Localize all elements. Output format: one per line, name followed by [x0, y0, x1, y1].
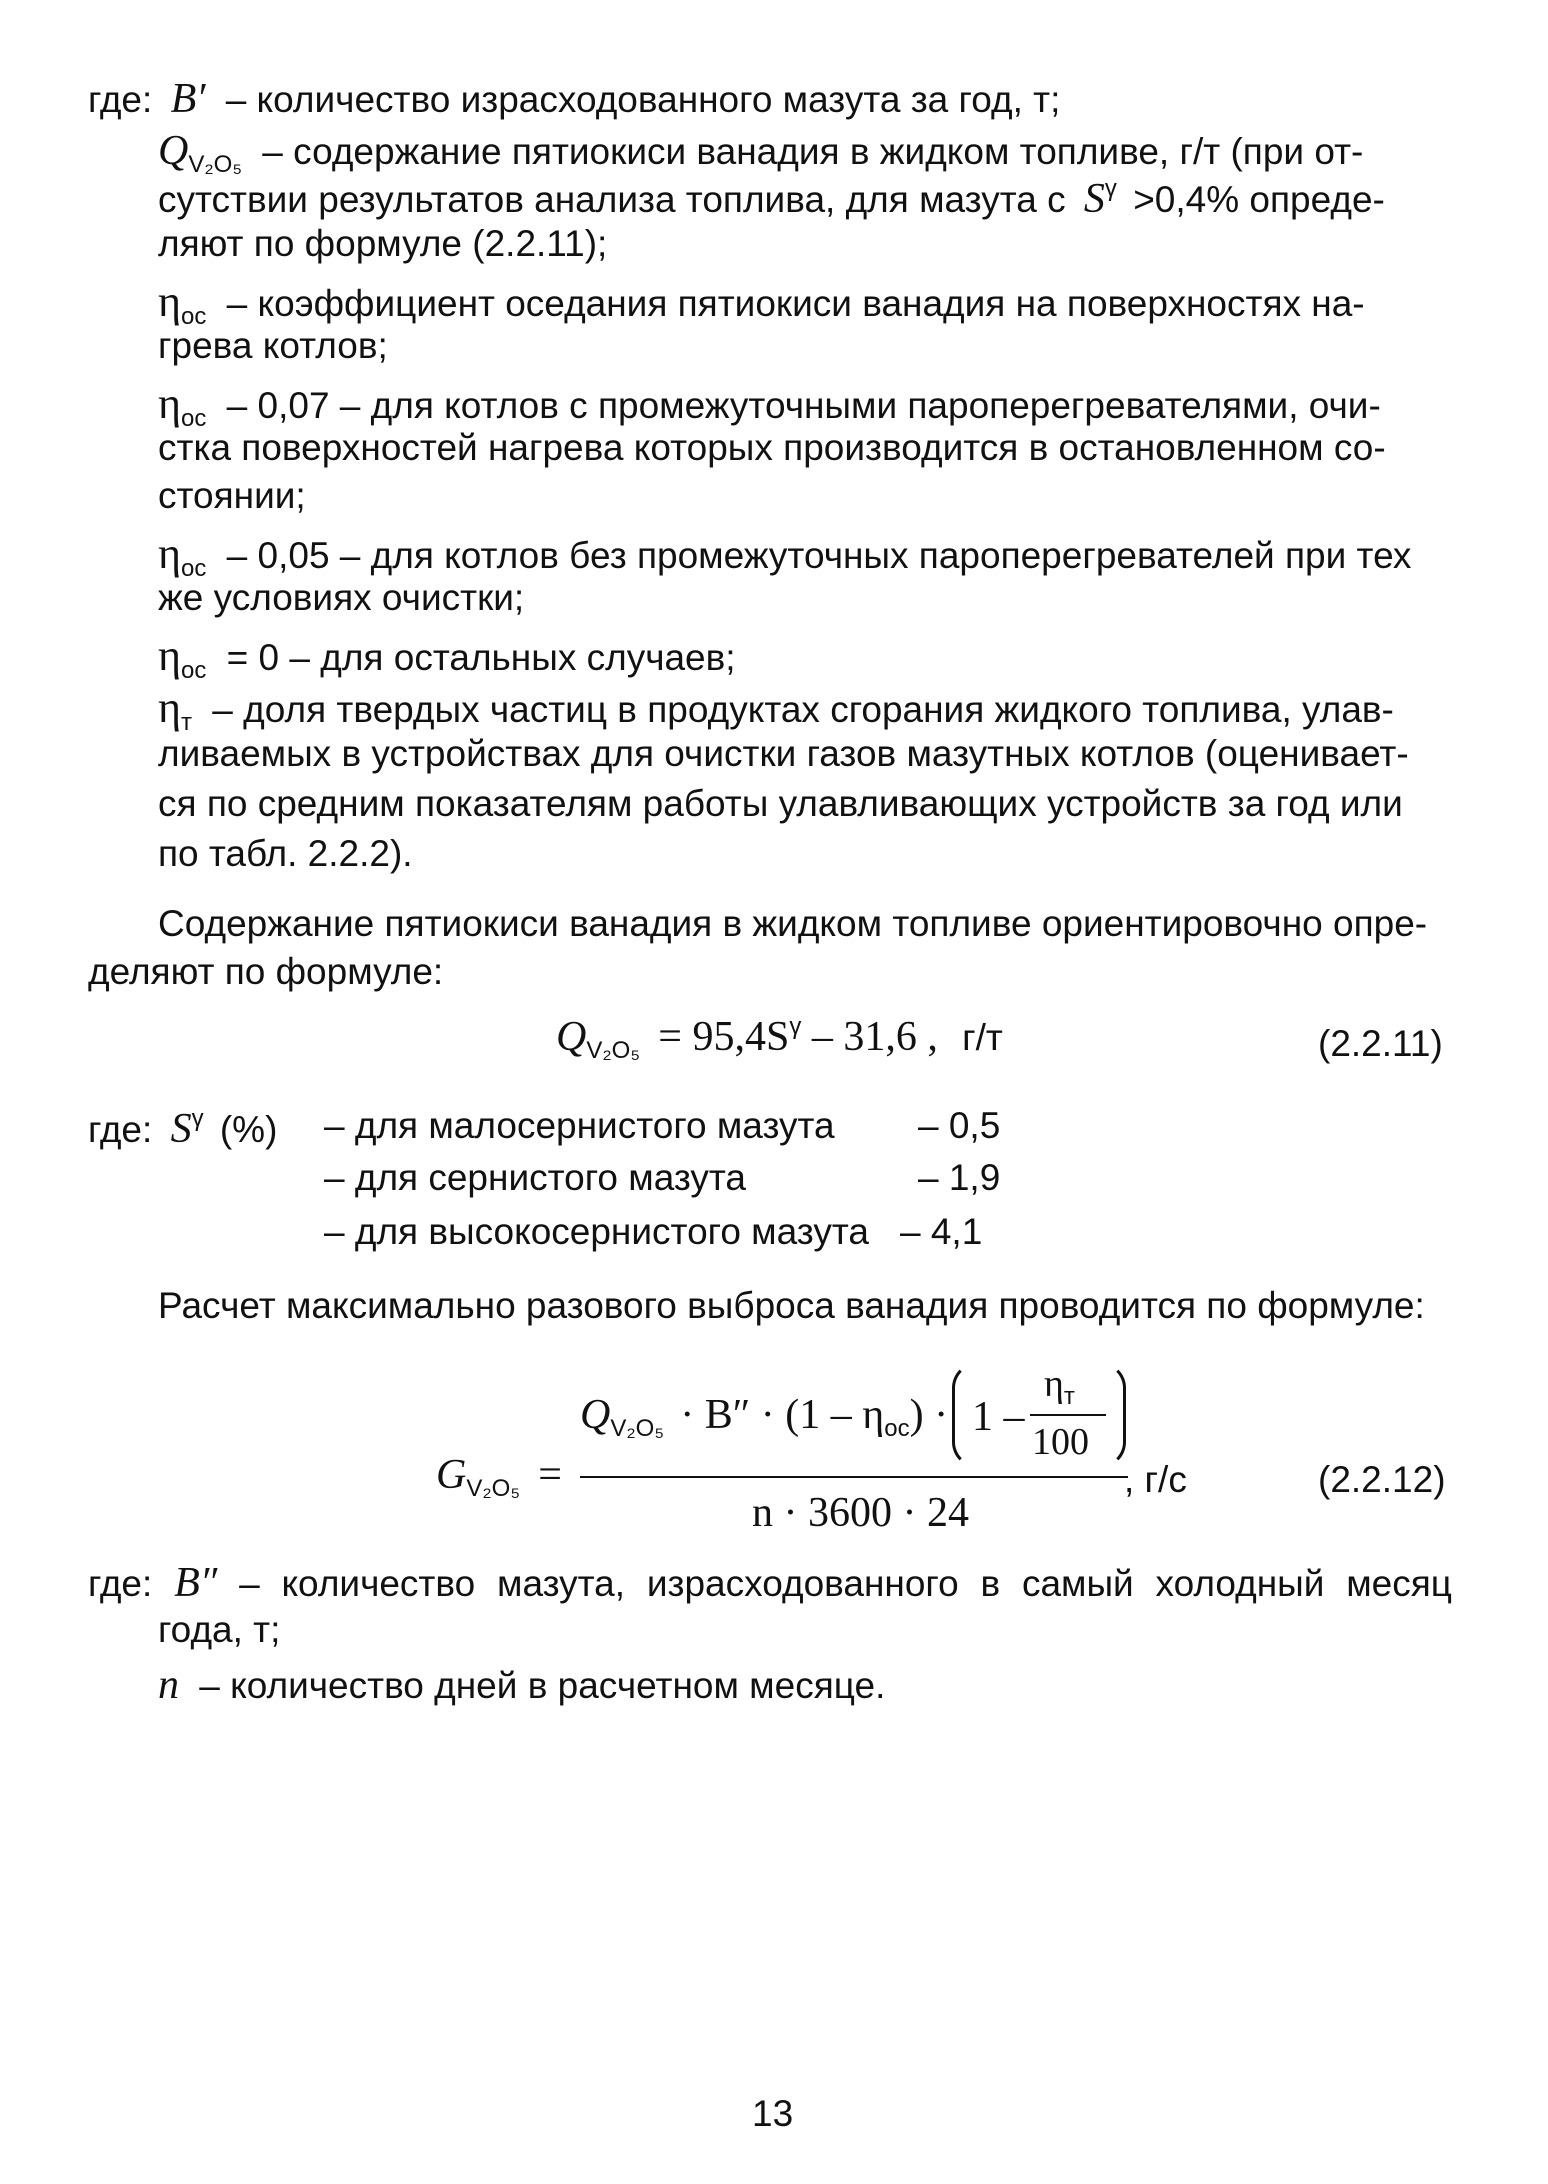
eta-oc-005-line-2: же условиях очистки; — [158, 577, 525, 618]
b-prime-symbol: B′ — [170, 76, 206, 122]
formula-100: 100 — [1032, 1421, 1089, 1463]
sulfur-row-value: – 0,5 — [918, 1105, 1001, 1146]
n-definition: n – количество дней в расчетном месяце. — [158, 1662, 886, 1708]
eta-oc-definition-line-1: $\eta_{ос}$ – коэффициент оседания пятиокиси ванадия на поверхностях на- — [158, 277, 1365, 330]
eta-t-definition-line-2: ливаемых в устройствах для очистки газов мазутных котлов (оценивает- — [158, 733, 1409, 774]
b-double-prime-line-2: года, т; — [158, 1609, 281, 1650]
sulfur-row-label: – для сернистого мазута — [324, 1157, 747, 1198]
q-definition-line-3: ляют по формуле (2.2.11); — [158, 223, 608, 264]
formula-denominator: n · 3600 · 24 — [752, 1490, 969, 1536]
formula-number-2-2-12: (2.2.12) — [1318, 1459, 1446, 1500]
eta-t-definition-line-1: $\eta_т$ – доля твердых частиц в продуктах сгорания жидкого топлива, улав- — [158, 683, 1394, 736]
formula-one-minus: 1 – — [972, 1394, 1025, 1440]
formula-g-lhs: $G_{V_2O_5}$ = — [436, 1452, 562, 1502]
page-number: 13 — [752, 2093, 794, 2134]
eta-oc-005-line-1: $\eta_{ос} - 0,05$ – для котлов без промежуточных пароперегревателей при тех — [158, 529, 1412, 582]
formula-unit: , г/с — [1124, 1459, 1187, 1500]
formula-number-2-2-11: (2.2.11) — [1318, 1023, 1443, 1064]
b-double-prime-line-1: где: B″ – количество мазута, израсходованного в самый холодный месяц — [88, 1560, 1452, 1606]
paragraph-vanadium-content-1: Содержание пятиокиси ванадия в жидком топливе ориентировочно опре- — [158, 903, 1428, 944]
formula-numerator: $Q_{V_2O_5} \cdot B'' \cdot (1 - \eta_{ос})$ · — [580, 1392, 949, 1442]
main-fraction-bar — [580, 1476, 1128, 1478]
where-label-1: где: B′ – количество израсходованного мазута за год, т; — [88, 76, 1061, 122]
formula-2-2-11: $Q_{V_2O_5} = 95,4S^\gamma - 31,6$ , г/т — [556, 1013, 1003, 1064]
eta-oc-007-line-2: стка поверхностей нагрева которых производится в остановленном со- — [158, 427, 1386, 468]
eta-t-definition-line-3: ся по средним показателям работы улавливающих устройств за год или — [158, 783, 1403, 824]
q-definition-line-1: $Q_{V_2O_5}$ – содержание пятиокиси ванадия в жидком топливе, г/т (при от- — [158, 128, 1364, 178]
inner-fraction-bar — [1030, 1414, 1106, 1416]
b-prime-description: – количество израсходованного мазута за год, т; — [225, 79, 1061, 120]
eta-oc-zero-line: $\eta_{ос} = 0$ – для остальных случаев; — [158, 631, 736, 684]
q-definition-line-2: сутствии результатов анализа топлива, для мазута с $S^\gamma >0,4\%$ опреде- — [158, 175, 1385, 222]
where-label-2: где: $S^\gamma$ (%) — [88, 1105, 278, 1152]
sulfur-row-value: – 1,9 — [918, 1157, 1001, 1198]
paragraph-vanadium-content-2: деляют по формуле: — [88, 951, 444, 992]
eta-oc-007-line-3: стоянии; — [158, 475, 306, 516]
eta-oc-007-line-1: $\eta_{ос} - 0,07$ – для котлов с промежуточными пароперегревателями, очи- — [158, 379, 1381, 432]
sulfur-row-value: – 4,1 — [900, 1211, 983, 1252]
paragraph-max-emission: Расчет максимально разового выброса ванадия проводится по формуле: — [158, 1285, 1425, 1326]
formula-eta-t: $\eta_т$ — [1044, 1363, 1075, 1410]
eta-oc-definition-line-2: грева котлов; — [158, 325, 388, 366]
eta-t-definition-line-4: по табл. 2.2.2). — [158, 833, 413, 874]
sulfur-row-label: – для малосернистого мазута — [324, 1105, 835, 1146]
sulfur-row-label: – для высокосернистого мазута — [324, 1211, 869, 1252]
